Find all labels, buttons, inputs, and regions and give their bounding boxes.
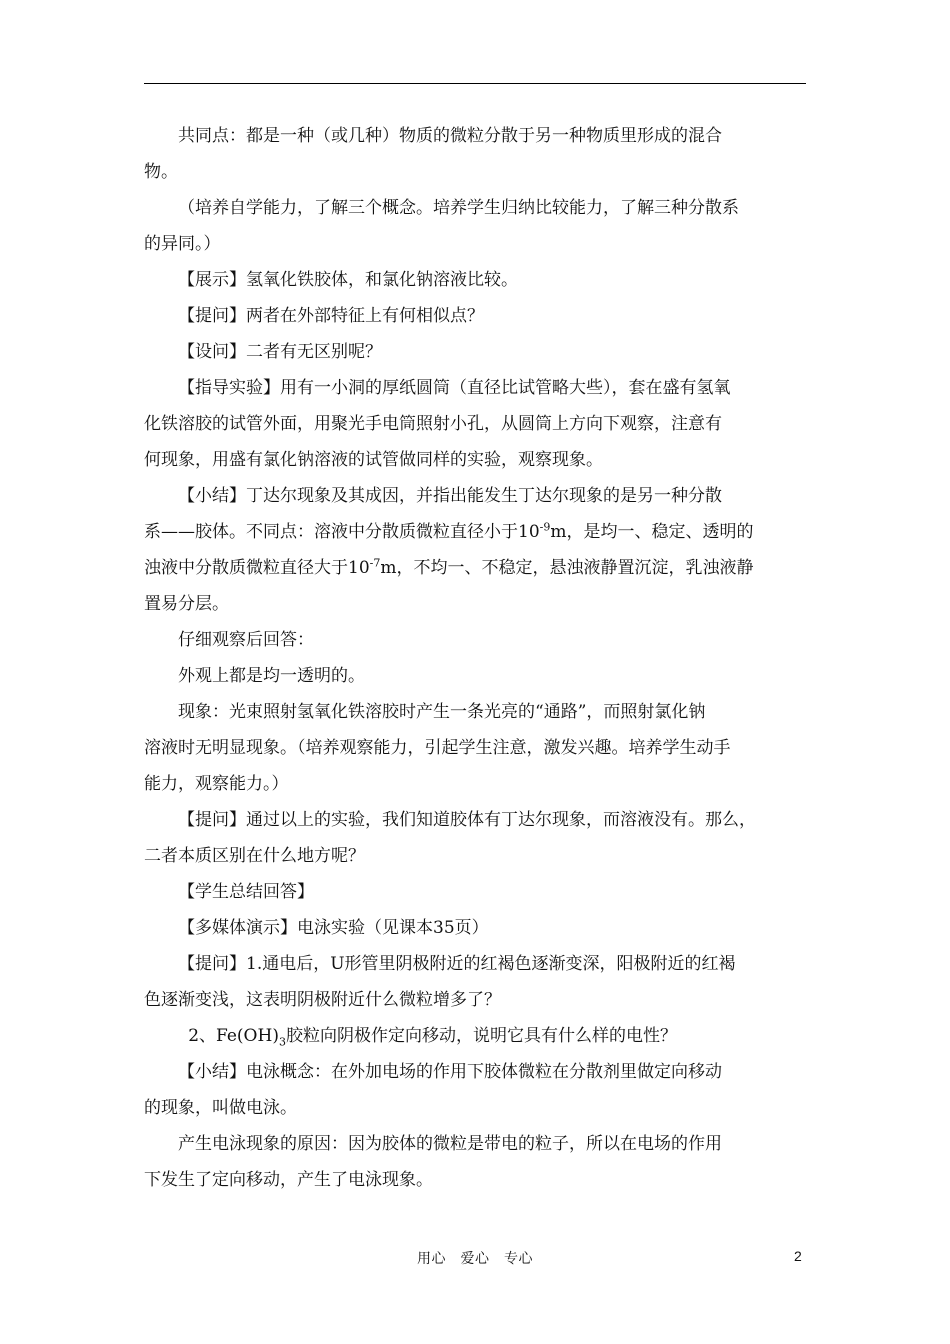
paragraph-question-similarity [144, 298, 806, 334]
paragraph-question-difference [144, 334, 806, 370]
paragraph-common-points [144, 118, 806, 190]
text-line: 【指导实验】用有一小洞的厚纸圆筒（直径比试管略大些），套在盛有氢氧 [178, 378, 731, 398]
text-line: 外观上都是均一透明的。 [178, 666, 365, 686]
text-line: 溶液时无明显现象。（培养观察能力，引起学生注意，激发兴趣。培养学生动手 [144, 738, 731, 758]
text-line: 的异同。） [144, 234, 221, 254]
paragraph-appearance [144, 658, 806, 694]
page-footer [0, 1248, 950, 1272]
text-line [144, 1018, 806, 1054]
paragraph-self-study-note [144, 190, 806, 262]
exponent: -9 [539, 520, 551, 534]
text-line: 现象：光束照射氢氧化铁溶胶时产生一条光亮的“通路”，而照射氯化钠 [178, 702, 706, 722]
text-line: 【小结】电泳概念：在外加电场的作用下胶体微粒在分散剂里做定向移动 [178, 1062, 722, 1082]
page-number: 2 [794, 1248, 802, 1264]
text-segment: 2、Fe(OH) [188, 1026, 279, 1046]
paragraph-demonstration [144, 262, 806, 298]
text-line: （培养自学能力，了解三个概念。培养学生归纳比较能力，了解三种分散系 [178, 198, 739, 218]
paragraph-phenomenon [144, 694, 806, 802]
document-body [144, 118, 806, 1198]
header-rule [144, 83, 806, 84]
text-line: 能力，观察能力。） [144, 774, 289, 794]
text-line: 下发生了定向移动，产生了电泳现象。 [144, 1170, 433, 1190]
subscript: 3 [278, 1035, 286, 1049]
text-line: 产生电泳现象的原因：因为胶体的微粒是带电的粒子，所以在电场的作用 [178, 1134, 722, 1154]
text-line: 何现象，用盛有氯化钠溶液的试管做同样的实验，观察现象。 [144, 450, 603, 470]
text-line: 【提问】通过以上的实验，我们知道胶体有丁达尔现象，而溶液没有。那么， [178, 810, 756, 830]
footer-motto: 用心 爱心 专心 [417, 1251, 533, 1267]
text-line: 共同点：都是一种（或几种）物质的微粒分散于另一种物质里形成的混合 [178, 126, 722, 146]
exponent: -7 [369, 556, 381, 570]
text-line: 【学生总结回答】 [178, 882, 314, 902]
text-line [144, 514, 806, 550]
text-line: 【设问】二者有无区别呢？ [178, 342, 382, 362]
text-line: 置易分层。 [144, 594, 229, 614]
paragraph-observe-answer [144, 622, 806, 658]
text-line: 【展示】氢氧化铁胶体，和氯化钠溶液比较。 [178, 270, 518, 290]
text-segment: 胶粒向阴极作定向移动，说明它具有什么样的电性？ [285, 1026, 677, 1046]
text-line: 化铁溶胶的试管外面，用聚光手电筒照射小孔，从圆筒上方向下观察，注意有 [144, 414, 722, 434]
text-line: 色逐渐变浅，这表明阴极附近什么微粒增多了？ [144, 990, 501, 1010]
paragraph-question-essence [144, 802, 806, 874]
text-segment: 浊液中分散质微粒直径大于10 [144, 558, 370, 578]
paragraph-multimedia-demo [144, 910, 806, 946]
text-segment: m，不均一、不稳定，悬浊液静置沉淀，乳浊液静 [380, 558, 754, 578]
text-line: 【小结】丁达尔现象及其成因，并指出能发生丁达尔现象的是另一种分散 [178, 486, 722, 506]
text-line: 物。 [144, 162, 178, 182]
text-segment: m，是均一、稳定、透明的 [550, 522, 754, 542]
text-segment: 系——胶体。不同点：溶液中分散质微粒直径小于10 [144, 522, 540, 542]
text-line: 仔细观察后回答： [178, 630, 314, 650]
paragraph-summary-tyndall [144, 478, 806, 622]
paragraph-electrophoresis-cause [144, 1126, 806, 1198]
text-line: 的现象，叫做电泳。 [144, 1098, 297, 1118]
text-line: 【提问】两者在外部特征上有何相似点？ [178, 306, 484, 326]
text-line: 二者本质区别在什么地方呢？ [144, 846, 365, 866]
paragraph-electrophoresis-concept [144, 1054, 806, 1126]
text-line: 【提问】1.通电后，U形管里阴极附近的红褐色逐渐变深，阳极附近的红褐 [178, 954, 736, 974]
text-line [144, 550, 806, 586]
paragraph-guided-experiment [144, 370, 806, 478]
paragraph-student-summary [144, 874, 806, 910]
paragraph-question-electrolysis [144, 946, 806, 1018]
paragraph-question-charge [144, 1018, 806, 1054]
text-line: 【多媒体演示】电泳实验（见课本35页） [178, 918, 489, 938]
